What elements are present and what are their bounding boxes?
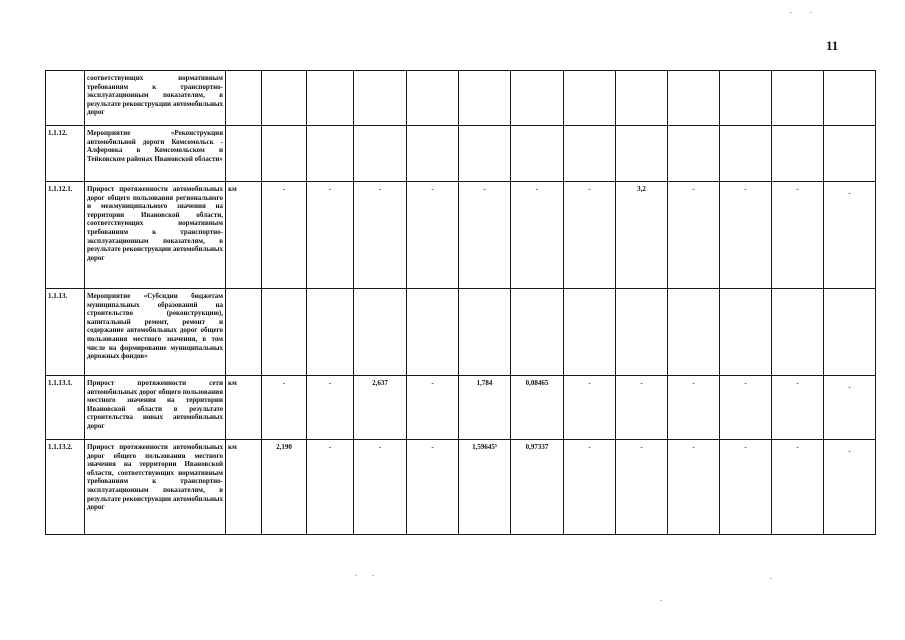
value-dash: - [848, 447, 851, 455]
row-description: Мероприятие «Реконструкция автомобильной дороги Комсомольск - Алферовка в Комсомольском и Тейковском районах Ивановской области» [85, 126, 226, 182]
row-number: 1.1.12. [46, 126, 85, 182]
value-cell: - [720, 440, 772, 535]
value-cell [262, 126, 307, 182]
value-cell [824, 376, 876, 440]
row-number [46, 71, 85, 126]
row-number: 1.1.13. [46, 289, 85, 376]
value-cell: 3,2 [616, 182, 668, 289]
value-cell [459, 289, 511, 376]
row-unit [226, 71, 262, 126]
table-row [46, 71, 905, 126]
value-dash: - [848, 383, 851, 391]
value-cell [668, 71, 720, 126]
value-cell: - [307, 440, 354, 535]
value-cell: - [407, 376, 459, 440]
value-cell: - [668, 440, 720, 535]
value-cell [511, 289, 564, 376]
value-cell: - [720, 182, 772, 289]
value-cell [616, 289, 668, 376]
value-cell: 0,97337 [511, 440, 564, 535]
value-cell [307, 71, 354, 126]
value-cell [459, 126, 511, 182]
value-cell: - [564, 376, 616, 440]
value-cell [720, 71, 772, 126]
row-number: 1.1.13.1. [46, 376, 85, 440]
value-cell [616, 126, 668, 182]
value-cell: - [668, 376, 720, 440]
value-cell: - [564, 440, 616, 535]
row-unit [226, 289, 262, 376]
scan-speck [372, 575, 374, 576]
value-cell [824, 182, 876, 289]
value-cell: 1,59645⁵ [459, 440, 511, 535]
value-cell [262, 289, 307, 376]
row-description: Прирост протяженности автомобильных дорог общего пользования местного значения на территории Ивановской области, соответствующих нормативным требованиям к транспортно-эксплуатационным показателям, в результате реконструкции автомобильных дорог [85, 440, 226, 535]
row-description: Прирост протяженности автомобильных дорог общего пользования регионального и межмуниципального значения на территории Ивановской области, соответствующих нормативным требованиям к транспортно-эксплуатационным показателям, в результате реконструкции автомобильных дорог [85, 182, 226, 289]
value-cell [262, 71, 307, 126]
row-number: 1.1.13.2. [46, 440, 85, 535]
value-cell: 1,784 [459, 376, 511, 440]
table-row [46, 289, 905, 376]
row-unit: км [226, 182, 262, 289]
value-cell: 2,637 [354, 376, 407, 440]
table-row [46, 182, 905, 289]
scan-speck [660, 600, 662, 601]
row-description: Мероприятие «Субсидии бюджетам муниципальных образований на строительство (реконструкцию), капитальный ремонт, ремонт и содержание автомобильных дорог общего пользования местного значения, в том числе на формирование муниципальных дорожных фондов» [85, 289, 226, 376]
value-cell: 2,190 [262, 440, 307, 535]
value-cell [772, 126, 824, 182]
value-cell [772, 71, 824, 126]
value-cell [668, 289, 720, 376]
value-cell: - [772, 182, 824, 289]
table-row [46, 376, 905, 440]
value-cell: - [407, 440, 459, 535]
value-cell [407, 289, 459, 376]
value-cell [720, 126, 772, 182]
value-cell [354, 71, 407, 126]
row-description: Прирост протяженности сети автомобильных дорог общего пользования местного значения на территории Ивановской области в результате строительства новых автомобильных дорог [85, 376, 226, 440]
value-cell: - [262, 182, 307, 289]
value-cell [772, 289, 824, 376]
scan-speck [355, 575, 357, 576]
value-cell: - [354, 182, 407, 289]
value-cell [824, 71, 876, 126]
value-cell [824, 126, 876, 182]
row-description: соответствующих нормативным требованиям к транспортно-эксплуатационным показателям, в результате реконструкции автомобильных дорог [85, 71, 226, 126]
value-cell [824, 289, 876, 376]
scan-speck [810, 12, 812, 13]
page-number: 11 [826, 38, 839, 53]
value-cell: - [772, 376, 824, 440]
value-cell [720, 289, 772, 376]
value-cell: - [262, 376, 307, 440]
value-cell [307, 126, 354, 182]
value-cell: 0,08465 [511, 376, 564, 440]
value-cell: - [668, 182, 720, 289]
value-cell: - [459, 182, 511, 289]
table-row [46, 126, 905, 182]
value-cell [564, 289, 616, 376]
value-cell: - [720, 376, 772, 440]
value-cell: - [407, 182, 459, 289]
value-cell: - [307, 182, 354, 289]
value-cell [354, 126, 407, 182]
value-cell [824, 440, 876, 535]
value-cell [407, 71, 459, 126]
value-cell: - [616, 440, 668, 535]
value-cell: - [616, 376, 668, 440]
value-cell [459, 71, 511, 126]
value-cell [354, 289, 407, 376]
value-cell [668, 126, 720, 182]
row-unit: км [226, 440, 262, 535]
value-cell [564, 71, 616, 126]
scan-speck [790, 12, 792, 13]
value-cell [407, 126, 459, 182]
value-cell [564, 126, 616, 182]
indicators-table [45, 70, 905, 535]
value-cell [511, 126, 564, 182]
row-number: 1.1.12.1. [46, 182, 85, 289]
table-row [46, 440, 905, 535]
value-cell: - [772, 440, 824, 535]
value-cell [511, 71, 564, 126]
value-cell [616, 71, 668, 126]
value-cell: - [564, 182, 616, 289]
row-unit: км [226, 376, 262, 440]
value-cell: - [354, 440, 407, 535]
value-cell: - [511, 182, 564, 289]
value-cell [307, 289, 354, 376]
row-unit [226, 126, 262, 182]
scan-speck [770, 578, 772, 579]
value-cell: - [307, 376, 354, 440]
value-dash: - [848, 189, 851, 197]
